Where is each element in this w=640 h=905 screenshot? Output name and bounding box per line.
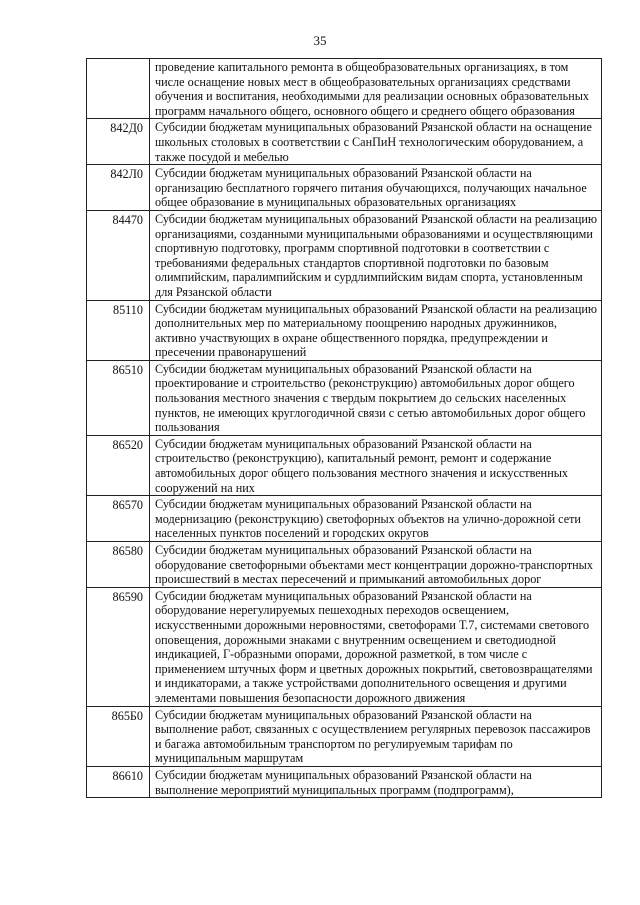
row-description: Субсидии бюджетам муниципальных образований Рязанской области на оснащение школьных столовых в соответствии с СанПиН технологическим оборудованием, а также посудой и мебелью xyxy=(150,119,602,165)
row-code: 86580 xyxy=(87,542,150,588)
row-description: проведение капитального ремонта в общеобразовательных организациях, в том числе оснащение новых мест в общеобразовательных организациях средствами обучения и воспитания, необходимыми для реализации основных образовательных программ начального общего, основного общего и среднего общего образования xyxy=(150,59,602,119)
table-row xyxy=(87,59,602,119)
row-code: 842Л0 xyxy=(87,165,150,211)
row-description: Субсидии бюджетам муниципальных образований Рязанской области на выполнение работ, связанных с осуществлением регулярных перевозок пассажиров и багажа автомобильным транспортом по регулируемым тарифам по муниципальным маршрутам xyxy=(150,706,602,766)
table-row xyxy=(87,435,602,495)
row-code: 86610 xyxy=(87,766,150,797)
row-description: Субсидии бюджетам муниципальных образований Рязанской области на реализацию дополнительных мер по материальному поощрению народных дружинников, активно участвующих в охране общественного порядка, предупреждении и пресечении правонарушений xyxy=(150,300,602,360)
table-row xyxy=(87,587,602,706)
row-description: Субсидии бюджетам муниципальных образований Рязанской области на реализацию организациями, созданными муниципальными образованиями и осуществляющими спортивную подготовку, программ спортивной подготовки в соответствии с требованиями федеральных стандартов спортивной подготовки по базовым олимпийским, паралимпийским и сурдлимпийским видам спорта, установленным для Рязанской области xyxy=(150,210,602,300)
table-row xyxy=(87,542,602,588)
row-code: 84470 xyxy=(87,210,150,300)
row-code xyxy=(87,59,150,119)
row-code: 86520 xyxy=(87,435,150,495)
table-row xyxy=(87,300,602,360)
row-code: 865Б0 xyxy=(87,706,150,766)
page-number: 35 xyxy=(313,33,327,48)
row-code: 85110 xyxy=(87,300,150,360)
row-description: Субсидии бюджетам муниципальных образований Рязанской области на строительство (реконструкцию), капитальный ремонт, ремонт и содержание автомобильных дорог общего пользования местного значения и искусственных сооружений на них xyxy=(150,435,602,495)
row-code: 86590 xyxy=(87,587,150,706)
row-description: Субсидии бюджетам муниципальных образований Рязанской области на выполнение мероприятий муниципальных программ (подпрограмм), xyxy=(150,766,602,797)
row-description: Субсидии бюджетам муниципальных образований Рязанской области на оборудование светофорными объектами мест концентрации дорожно-транспортных происшествий в местах пересечений и примыканий автомобильных дорог xyxy=(150,542,602,588)
row-code: 842Д0 xyxy=(87,119,150,165)
row-code: 86570 xyxy=(87,496,150,542)
budget-codes-table xyxy=(86,58,602,798)
row-description: Субсидии бюджетам муниципальных образований Рязанской области на организацию бесплатного горячего питания обучающихся, получающих начальное общее образование в муниципальных образовательных организациях xyxy=(150,165,602,211)
row-code: 86510 xyxy=(87,360,150,435)
row-description: Субсидии бюджетам муниципальных образований Рязанской области на модернизацию (реконструкцию) светофорных объектов на улично-дорожной сети населенных пунктов поселений и городских округов xyxy=(150,496,602,542)
table-row xyxy=(87,119,602,165)
table-row xyxy=(87,496,602,542)
table-row xyxy=(87,165,602,211)
row-description: Субсидии бюджетам муниципальных образований Рязанской области на оборудование нерегулируемых пешеходных переходов освещением, искусственными дорожными неровностями, светофорами Т.7, системами светового оповещения, дорожными знаками с внутренним освещением и светодиодной индикацией, Г-образными опорами, дорожной разметкой, в том числе с применением штучных форм и цветных дорожных покрытий, световозвращателями и индикаторами, а также устройствами дополнительного освещения и другими элементами повышения безопасности дорожного движения xyxy=(150,587,602,706)
table-row xyxy=(87,210,602,300)
table-row xyxy=(87,360,602,435)
row-description: Субсидии бюджетам муниципальных образований Рязанской области на проектирование и строительство (реконструкцию) автомобильных дорог общего пользования местного значения с твердым покрытием до сельских населенных пунктов, не имеющих круглогодичной связи с сетью автомобильных дорог общего пользования xyxy=(150,360,602,435)
table-row xyxy=(87,706,602,766)
table-row xyxy=(87,766,602,797)
